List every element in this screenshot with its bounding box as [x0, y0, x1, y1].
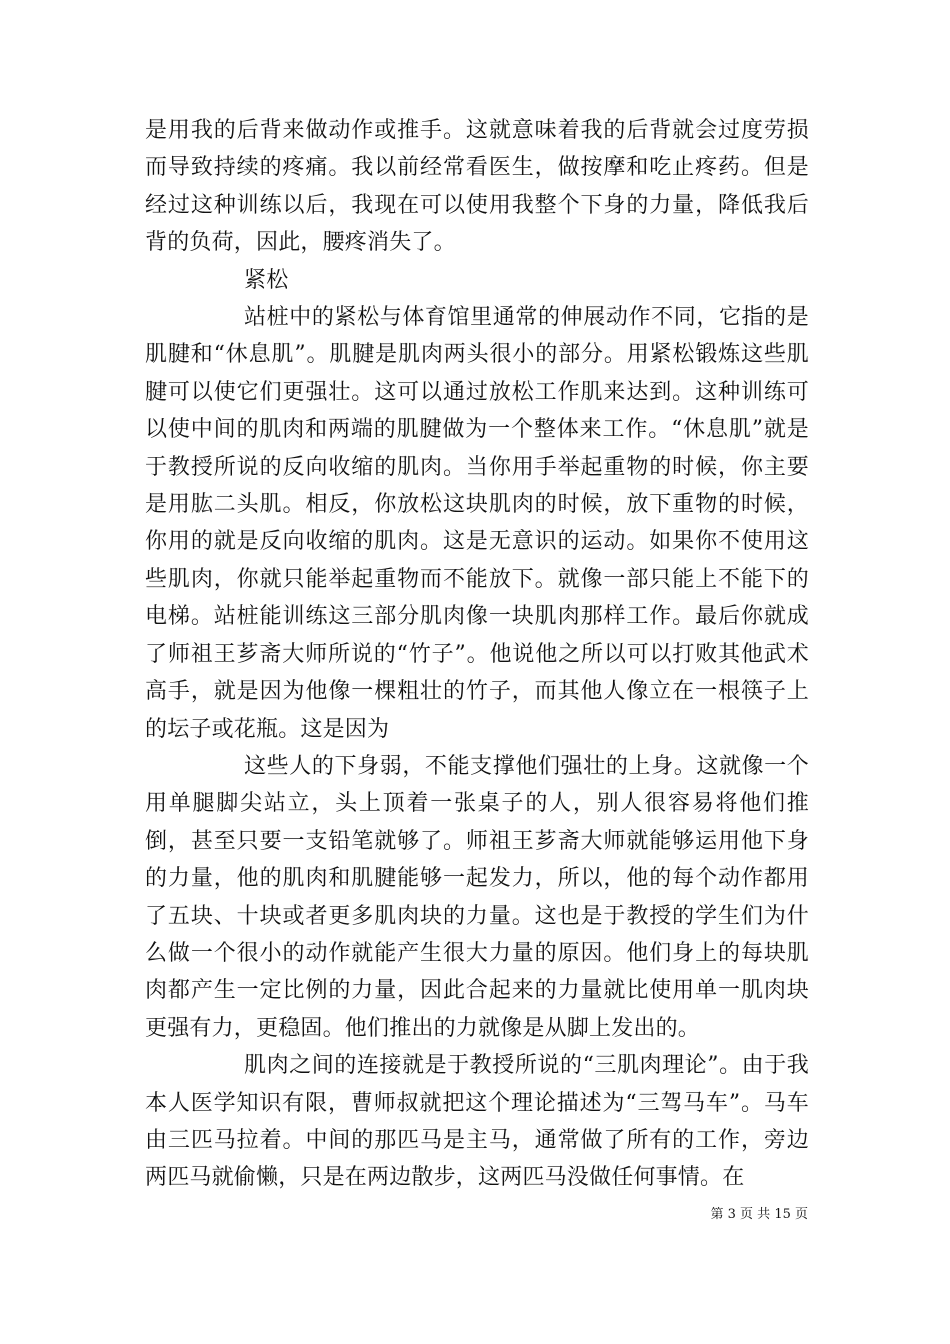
page-number: 第 3 页 共 15 页 — [710, 1207, 808, 1222]
paragraph: 站桩中的紧松与体育馆里通常的伸展动作不同，它指的是肌腱和“休息肌”。肌腱是肌肉两头很小的部分。用紧松锻炼这些肌腱可以使它们更强壮。这可以通过放松工作肌来达到。这种训练可以使中间的肌肉和两端的肌腱做为一个整体来工作。“休息肌”就是于教授所说的反向收缩的肌肉。当你用手举起重物的时候，你主要是用肱二头肌。相反，你放松这块肌肉的时候，放下重物的时候，你用的就是反向收缩的肌肉。这是无意识的运动。如果你不使用这些肌肉，你就只能举起重物而不能放下。就像一部只能上不能下的电梯。站桩能训练这三部分肌肉像一块肌肉那样工作。最后你就成了师祖王芗斋大师所说的“竹子”。他说他之所以可以打败其他武术高手，就是因为他像一棵粗壮的竹子，而其他人像立在一根筷子上的坛子或花瓶。这是因为 — [145, 305, 809, 742]
paragraph-continuation: 是用我的后背来做动作或推手。这就意味着我的后背就会过度劳损而导致持续的疼痛。我以前经常看医生，做按摩和吃止疼药。但是经过这种训练以后，我现在可以使用我整个下身的力量，降低我后背的负荷，因此，腰疼消失了。 — [145, 118, 809, 256]
body-text — [145, 112, 809, 1197]
paragraph: 这些人的下身弱，不能支撑他们强壮的上身。这就像一个用单腿脚尖站立，头上顶着一张桌子的人，别人很容易将他们推倒，甚至只要一支铅笔就够了。师祖王芗斋大师就能够运用他下身的力量，他的肌肉和肌腱能够一起发力，所以，他的每个动作都用了五块、十块或者更多肌肉块的力量。这也是于教授的学生们为什么做一个很小的动作就能产生很大力量的原因。他们身上的每块肌肉都产生一定比例的力量，因此合起来的力量就比使用单一肌肉块更强有力，更稳固。他们推出的力就像是从脚上发出的。 — [145, 753, 809, 1041]
section-heading: 紧松 — [244, 267, 289, 293]
paragraph: 肌肉之间的连接就是于教授所说的“三肌肉理论”。由于我本人医学知识有限，曹师叔就把这个理论描述为“三驾马车”。马车由三匹马拉着。中间的那匹马是主马，通常做了所有的工作，旁边两匹马就偷懒，只是在两边散步，这两匹马没做任何事情。在 — [145, 1053, 809, 1191]
